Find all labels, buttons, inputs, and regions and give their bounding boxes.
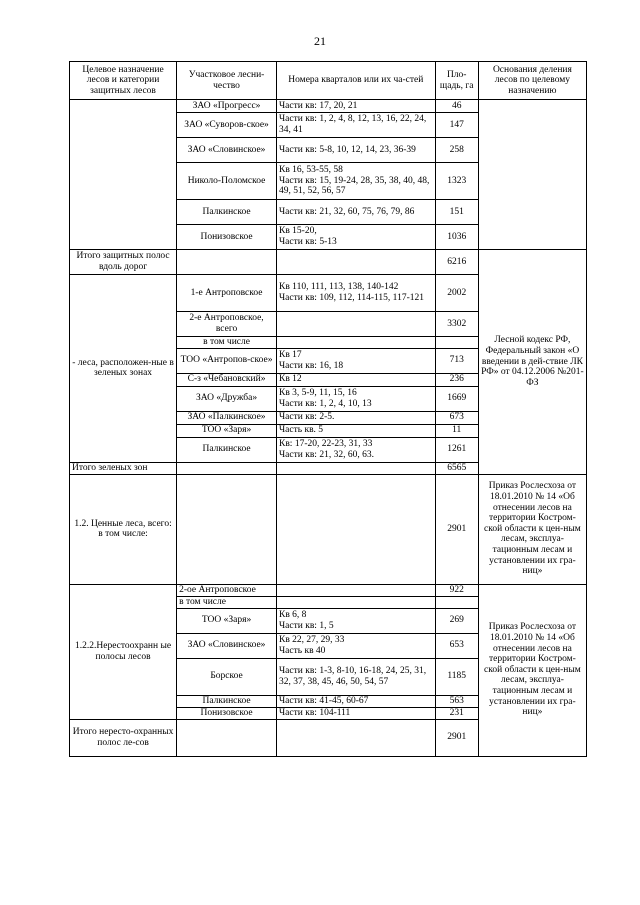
forestry-cell: ЗАО «Палкинское» xyxy=(177,411,277,424)
forestry-cell: Палкинское xyxy=(177,200,277,225)
area-cell: 1323 xyxy=(435,163,478,200)
forestry-cell: ЗАО «Словинское» xyxy=(177,138,277,163)
area-cell: 1036 xyxy=(435,225,478,250)
page-number: 21 xyxy=(314,34,326,48)
quarters-cell xyxy=(276,348,435,373)
header-basis: Основания деления лесов по целевому назначению xyxy=(478,62,586,100)
area-cell: 673 xyxy=(435,411,478,424)
quarters-cell xyxy=(276,437,435,462)
basis-cell: Лесной кодекс РФ, Федеральный закон «О введении в дей-ствие ЛК РФ» от 04.12.2006 №201-ФЗ xyxy=(478,250,586,475)
quarters-line: Часть кв 40 xyxy=(278,645,326,656)
area-cell: 563 xyxy=(435,695,478,707)
quarters-cell xyxy=(276,584,435,596)
forestry-cell: ТОО «Заря» xyxy=(177,424,277,437)
quarters-line: Части кв: 5-13 xyxy=(278,237,337,247)
basis-cell xyxy=(478,100,586,250)
area-cell: 2002 xyxy=(435,275,478,312)
area-cell: 2901 xyxy=(435,474,478,584)
forestry-cell: Палкинское xyxy=(177,695,277,707)
quarters-cell xyxy=(276,474,435,584)
total-area: 6216 xyxy=(435,250,478,275)
quarters-cell: Кв 12 xyxy=(276,373,435,386)
forestry-cell: 2-е Антроповское, всего xyxy=(177,312,277,337)
header-forestry: Участковое лесни-чество xyxy=(177,62,277,100)
forestry-cell: 1-е Антроповское xyxy=(177,275,277,312)
quarters-line: Части кв: 16, 18 xyxy=(278,360,344,371)
area-cell xyxy=(435,596,478,608)
quarters-line: Кв: 17-20, 22-23, 31, 33 xyxy=(278,439,373,449)
quarters-line: Кв 15-20, xyxy=(278,226,317,237)
forestry-cell: Понизовское xyxy=(177,707,277,719)
quarters-cell: Части кв: 1-3, 8-10, 16-18, 24, 25, 31, 32, 37, 38, 45, 46, 50, 54, 57 xyxy=(276,658,435,695)
header-quarters: Номера кварталов или их ча-стей xyxy=(276,62,435,100)
quarters-cell: Части кв: 5-8, 10, 12, 14, 23, 36-39 xyxy=(276,138,435,163)
forestry-cell: С-з «Чебановский» xyxy=(177,373,277,386)
quarters-cell xyxy=(276,719,435,756)
quarters-line: Кв 17 xyxy=(278,350,302,360)
quarters-cell xyxy=(276,337,435,349)
table-row xyxy=(70,474,587,584)
quarters-line: Части кв: 1, 5 xyxy=(278,620,334,631)
quarters-cell: Части кв: 17, 20, 21 xyxy=(276,100,435,113)
area-cell: 147 xyxy=(435,113,478,138)
quarters-cell xyxy=(276,596,435,608)
forestry-cell: ТОО «Заря» xyxy=(177,608,277,633)
quarters-cell xyxy=(276,163,435,200)
category-cell: 1.2.2.Нерестоохранн ые полосы лесов xyxy=(70,584,177,719)
forestry-cell xyxy=(177,250,277,275)
header-purpose: Целевое назначение лесов и категории защитных лесов xyxy=(70,62,177,100)
total-area: 6565 xyxy=(435,462,478,474)
forestry-cell: в том числе xyxy=(177,596,277,608)
quarters-line: Кв 110, 111, 113, 138, 140-142 xyxy=(278,282,399,293)
area-cell: 1261 xyxy=(435,437,478,462)
quarters-cell xyxy=(276,633,435,658)
table-header-row xyxy=(70,62,587,100)
category-cell: - леса, расположен-ные в зеленых зонах xyxy=(70,275,177,463)
forestry-cell: Палкинское xyxy=(177,437,277,462)
quarters-cell xyxy=(276,225,435,250)
area-cell: 3302 xyxy=(435,312,478,337)
quarters-line: Кв 3, 5-9, 11, 15, 16 xyxy=(278,388,357,398)
forest-purpose-table xyxy=(69,61,587,757)
basis-cell: Приказ Рослесхоза от 18.01.2010 № 14 «Об отнесении лесов на территории Костром-ской области к цен-ным лесам, эксплуа-тационным лесам и установлении их гра-ниц» xyxy=(478,474,586,584)
area-cell: 922 xyxy=(435,584,478,596)
forestry-cell: ЗАО «Суворов-ское» xyxy=(177,113,277,138)
quarters-line: Части кв: 15, 19-24, 28, 35, 38, 40, 48, 49, 51, 52, 56, 57 xyxy=(278,175,430,197)
quarters-line: Части кв: 109, 112, 114-115, 117-121 xyxy=(278,293,424,303)
area-cell: 713 xyxy=(435,348,478,373)
quarters-line: Кв 6, 8 xyxy=(278,610,307,620)
area-cell: 1669 xyxy=(435,386,478,411)
area-cell: 46 xyxy=(435,100,478,113)
area-cell: 151 xyxy=(435,200,478,225)
total-label: Итого нересто-охранных полос ле-сов xyxy=(70,719,177,756)
quarters-line: Кв 16, 53-55, 58 xyxy=(278,165,343,176)
area-cell: 236 xyxy=(435,373,478,386)
quarters-cell xyxy=(276,275,435,312)
quarters-cell xyxy=(276,250,435,275)
forestry-cell xyxy=(177,474,277,584)
forestry-cell: ЗАО «Прогресс» xyxy=(177,100,277,113)
quarters-cell: Части кв: 41-45, 60-67 xyxy=(276,695,435,707)
basis-cell: Приказ Рослесхоза от 18.01.2010 № 14 «Об отнесении лесов на территории Костром-ской области к цен-ным лесам, эксплуа-тационным лесам и установлении их гра-ниц» xyxy=(478,584,586,756)
area-cell: 231 xyxy=(435,707,478,719)
quarters-line: Части кв: 21, 32, 60, 63. xyxy=(278,449,374,460)
total-area: 2901 xyxy=(435,719,478,756)
quarters-line: Кв 22, 27, 29, 33 xyxy=(278,635,345,645)
quarters-cell: Части кв: 21, 32, 60, 75, 76, 79, 86 xyxy=(276,200,435,225)
area-cell: 653 xyxy=(435,633,478,658)
forestry-cell: Понизовское xyxy=(177,225,277,250)
forestry-cell: 2-ое Антроповское xyxy=(177,584,277,596)
forestry-cell: ЗАО «Словинское» xyxy=(177,633,277,658)
quarters-cell xyxy=(276,386,435,411)
category-cell xyxy=(70,100,177,250)
forestry-cell: Борское xyxy=(177,658,277,695)
forestry-cell: ТОО «Антропов-ское» xyxy=(177,348,277,373)
forestry-cell: в том числе xyxy=(177,337,277,349)
quarters-line: Части кв: 1, 2, 4, 10, 13 xyxy=(278,398,372,409)
header-area: Пло-щадь, га xyxy=(435,62,478,100)
category-cell: 1.2. Ценные леса, всего: в том числе: xyxy=(70,474,177,584)
quarters-cell: Часть кв. 5 xyxy=(276,424,435,437)
area-cell xyxy=(435,337,478,349)
quarters-cell: Части кв: 1, 2, 4, 8, 12, 13, 16, 22, 24, 34, 41 xyxy=(276,113,435,138)
quarters-cell xyxy=(276,462,435,474)
table-row xyxy=(70,584,587,596)
quarters-cell: Части кв: 104-111 xyxy=(276,707,435,719)
quarters-cell xyxy=(276,312,435,337)
forestry-cell xyxy=(177,719,277,756)
area-cell: 269 xyxy=(435,608,478,633)
total-row xyxy=(70,250,587,275)
table-row xyxy=(70,100,587,113)
forestry-cell: ЗАО «Дружба» xyxy=(177,386,277,411)
quarters-cell: Части кв: 2-5. xyxy=(276,411,435,424)
area-cell: 1185 xyxy=(435,658,478,695)
total-label: Итого защитных полос вдоль дорог xyxy=(70,250,177,275)
forestry-cell: Николо-Поломское xyxy=(177,163,277,200)
forestry-cell xyxy=(177,462,277,474)
area-cell: 11 xyxy=(435,424,478,437)
total-label: Итого зеленых зон xyxy=(70,462,177,474)
quarters-cell xyxy=(276,608,435,633)
area-cell: 258 xyxy=(435,138,478,163)
